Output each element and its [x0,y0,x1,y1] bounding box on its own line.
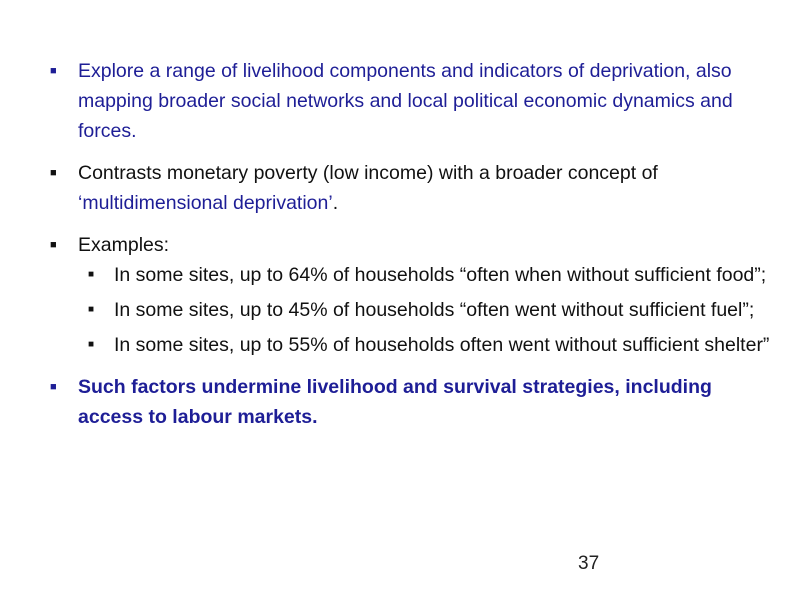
examples-sub-list [78,260,770,360]
bullet-list [50,56,770,432]
bullet-monetary-poverty [50,158,770,218]
sub-bullet-shelter [78,330,770,360]
square-sub-bullet-icon: ■ [88,269,95,280]
bullet-text: Such factors undermine livelihood and survival strategies, including access to labour markets. [78,376,712,428]
bullet-examples [50,230,770,360]
square-bullet-icon: ■ [50,239,57,251]
sub-bullet-food [78,260,770,290]
page-number: 37 [578,553,600,574]
sub-bullet-text: In some sites, up to 45% of households “often went without sufficient fuel”; [114,299,755,321]
square-bullet-icon: ■ [50,381,57,393]
square-bullet-icon: ■ [50,65,57,77]
square-sub-bullet-icon: ■ [88,304,95,315]
bullet-text: Contrasts monetary poverty (low income) with a broader concept of [78,162,658,184]
bullet-text: Explore a range of livelihood components and indicators of deprivation, also mapping broader social networks and local political economic dynamics and forces. [78,60,733,142]
sub-bullet-text: In some sites, up to 55% of households often went without sufficient shelter” [114,334,770,356]
bullet-livelihood-components [50,56,770,146]
sub-bullet-text: In some sites, up to 64% of households “often when without sufficient food”; [114,264,767,286]
bullet-text-end: . [332,192,339,214]
multidimensional-deprivation-term: ‘multidimensional deprivation’ [78,192,333,214]
square-sub-bullet-icon: ■ [88,339,95,350]
bullet-survival-strategies [50,372,770,432]
sub-bullet-fuel [78,295,770,325]
bullet-text: Examples: [78,234,170,256]
square-bullet-icon: ■ [50,167,57,179]
